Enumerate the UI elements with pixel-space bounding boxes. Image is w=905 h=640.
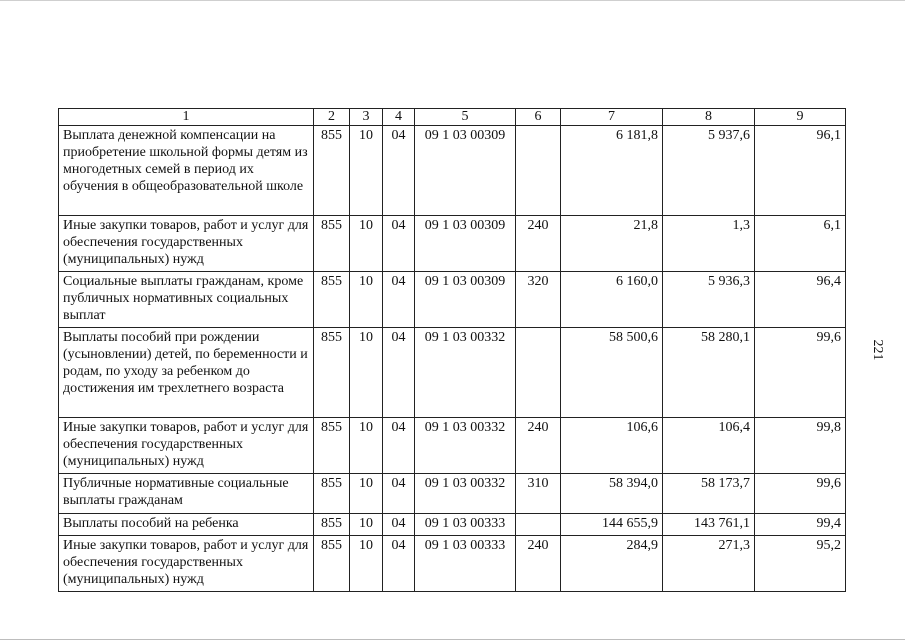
row-name: Выплата денежной компенсации на приобретение школьной формы детям из многодетных семей в период их обучения в общеобразовательной школе: [59, 126, 314, 216]
cell-expense-type: 310: [516, 474, 561, 514]
cell-target-code: 09 1 03 00333: [415, 514, 516, 536]
cell-plan: 144 655,9: [561, 514, 663, 536]
cell-percent: 99,6: [755, 474, 846, 514]
cell-ministry: 855: [314, 418, 350, 474]
cell-expense-type: [516, 328, 561, 418]
cell-target-code: 09 1 03 00332: [415, 474, 516, 514]
cell-plan: 106,6: [561, 418, 663, 474]
cell-section: 10: [350, 418, 383, 474]
header-cell: 8: [663, 109, 755, 126]
cell-actual: 106,4: [663, 418, 755, 474]
cell-percent: 96,1: [755, 126, 846, 216]
table-row: [59, 328, 846, 418]
cell-section: 10: [350, 216, 383, 272]
cell-section: 10: [350, 514, 383, 536]
cell-actual: 58 280,1: [663, 328, 755, 418]
cell-percent: 99,8: [755, 418, 846, 474]
header-cell: 9: [755, 109, 846, 126]
table-row: [59, 272, 846, 328]
cell-subsection: 04: [383, 514, 415, 536]
header-cell: 4: [383, 109, 415, 126]
table-row: [59, 126, 846, 216]
budget-table: [58, 108, 846, 592]
cell-plan: 21,8: [561, 216, 663, 272]
table-row: [59, 216, 846, 272]
cell-subsection: 04: [383, 272, 415, 328]
cell-expense-type: 320: [516, 272, 561, 328]
cell-subsection: 04: [383, 474, 415, 514]
cell-actual: 143 761,1: [663, 514, 755, 536]
row-name: Социальные выплаты гражданам, кроме публичных нормативных социальных выплат: [59, 272, 314, 328]
table-row: [59, 514, 846, 536]
cell-target-code: 09 1 03 00333: [415, 536, 516, 592]
cell-subsection: 04: [383, 328, 415, 418]
header-cell: 7: [561, 109, 663, 126]
header-cell: 6: [516, 109, 561, 126]
table-row: [59, 474, 846, 514]
cell-section: 10: [350, 272, 383, 328]
cell-subsection: 04: [383, 418, 415, 474]
cell-ministry: 855: [314, 536, 350, 592]
cell-ministry: 855: [314, 272, 350, 328]
cell-subsection: 04: [383, 536, 415, 592]
cell-ministry: 855: [314, 474, 350, 514]
table-row: [59, 536, 846, 592]
cell-expense-type: 240: [516, 418, 561, 474]
cell-ministry: 855: [314, 328, 350, 418]
cell-subsection: 04: [383, 216, 415, 272]
header-cell: 2: [314, 109, 350, 126]
cell-plan: 58 500,6: [561, 328, 663, 418]
header-cell: 3: [350, 109, 383, 126]
cell-section: 10: [350, 536, 383, 592]
cell-plan: 6 160,0: [561, 272, 663, 328]
cell-section: 10: [350, 126, 383, 216]
header-cell: 1: [59, 109, 314, 126]
cell-plan: 6 181,8: [561, 126, 663, 216]
cell-actual: 1,3: [663, 216, 755, 272]
cell-percent: 96,4: [755, 272, 846, 328]
row-name: Выплаты пособий на ребенка: [59, 514, 314, 536]
row-name: Иные закупки товаров, работ и услуг для обеспечения государственных (муниципальных) нужд: [59, 536, 314, 592]
table-row: [59, 418, 846, 474]
cell-section: 10: [350, 474, 383, 514]
row-name: Иные закупки товаров, работ и услуг для обеспечения государственных (муниципальных) нужд: [59, 418, 314, 474]
cell-percent: 6,1: [755, 216, 846, 272]
cell-target-code: 09 1 03 00309: [415, 126, 516, 216]
cell-target-code: 09 1 03 00309: [415, 216, 516, 272]
cell-actual: 58 173,7: [663, 474, 755, 514]
cell-plan: 284,9: [561, 536, 663, 592]
cell-section: 10: [350, 328, 383, 418]
row-name: Иные закупки товаров, работ и услуг для обеспечения государственных (муниципальных) нужд: [59, 216, 314, 272]
header-cell: 5: [415, 109, 516, 126]
cell-target-code: 09 1 03 00309: [415, 272, 516, 328]
cell-percent: 95,2: [755, 536, 846, 592]
cell-ministry: 855: [314, 514, 350, 536]
cell-percent: 99,4: [755, 514, 846, 536]
cell-ministry: 855: [314, 126, 350, 216]
cell-target-code: 09 1 03 00332: [415, 418, 516, 474]
cell-expense-type: 240: [516, 216, 561, 272]
cell-ministry: 855: [314, 216, 350, 272]
cell-expense-type: [516, 126, 561, 216]
cell-actual: 5 937,6: [663, 126, 755, 216]
page-number: 221: [870, 339, 885, 361]
header-row: [59, 109, 846, 126]
cell-plan: 58 394,0: [561, 474, 663, 514]
row-name: Выплаты пособий при рождении (усыновлении) детей, по беременности и родам, по уходу за ребенком до достижения им трехлетнего возраста: [59, 328, 314, 418]
cell-expense-type: 240: [516, 536, 561, 592]
row-name: Публичные нормативные социальные выплаты гражданам: [59, 474, 314, 514]
cell-actual: 271,3: [663, 536, 755, 592]
cell-actual: 5 936,3: [663, 272, 755, 328]
cell-target-code: 09 1 03 00332: [415, 328, 516, 418]
cell-expense-type: [516, 514, 561, 536]
cell-subsection: 04: [383, 126, 415, 216]
cell-percent: 99,6: [755, 328, 846, 418]
